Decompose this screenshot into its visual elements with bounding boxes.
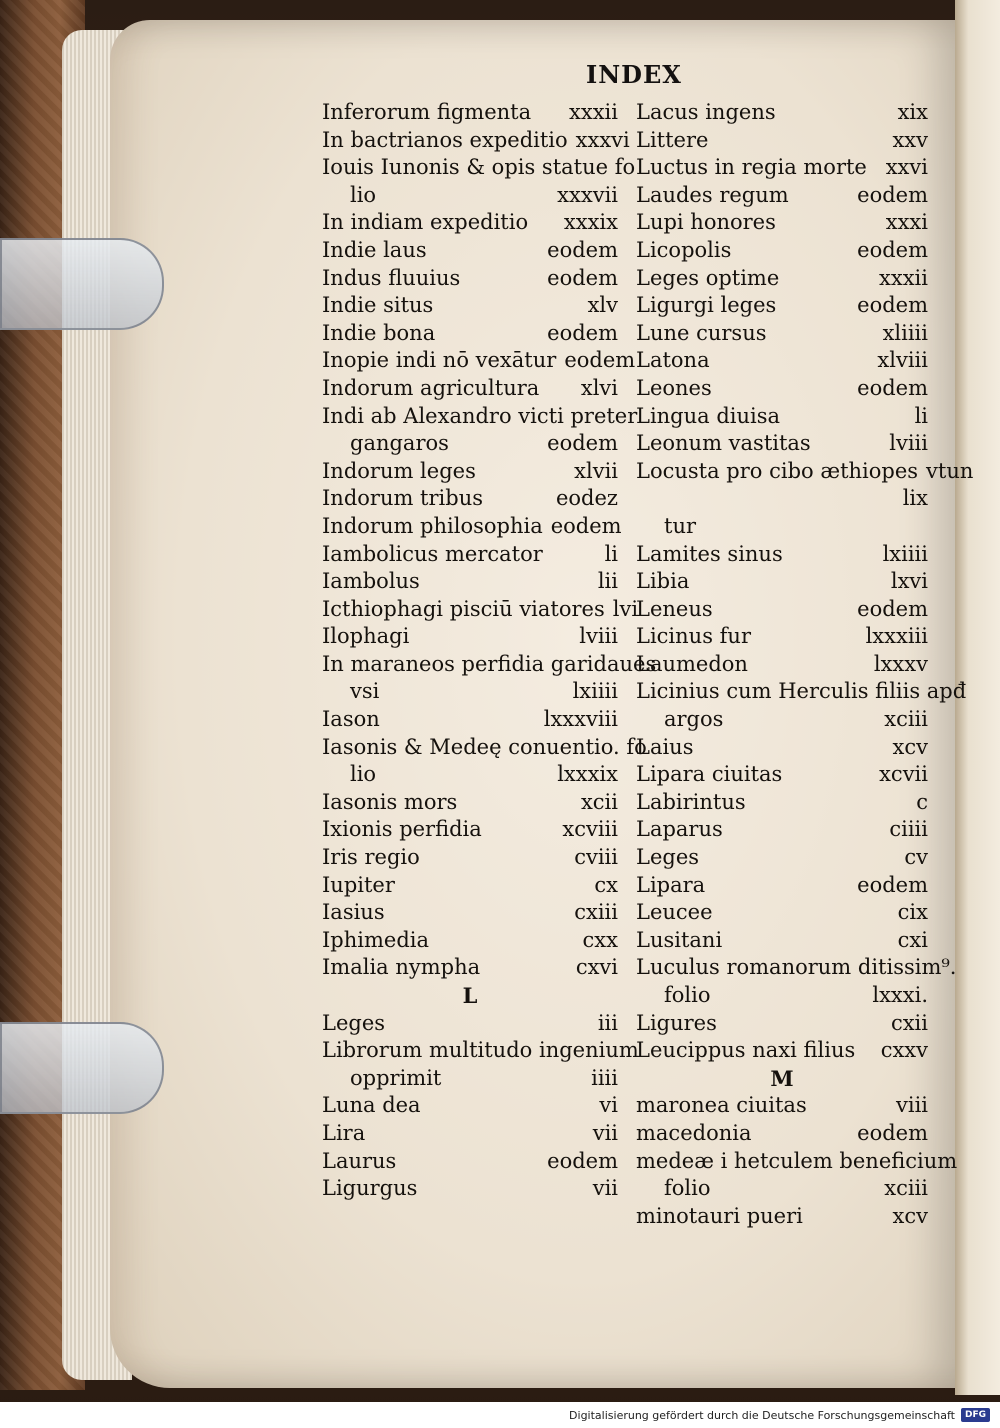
index-entry	[636, 1038, 928, 1066]
entry-term: Librorum multitudo ingenium	[322, 1038, 639, 1063]
entry-term: Littere	[636, 127, 709, 152]
index-entry	[322, 155, 636, 183]
entry-term: Iason	[322, 707, 380, 732]
entry-term: Indorum philosophia	[322, 513, 543, 538]
entry-folio-ref: vii	[592, 1120, 618, 1145]
index-entry	[322, 183, 618, 211]
entry-folio-ref: eodem	[547, 320, 618, 345]
entry-term: Luculus romanorum ditissim⁹.	[636, 955, 957, 980]
index-entry	[322, 1066, 618, 1094]
index-entry	[322, 596, 639, 625]
entry-term: L	[462, 983, 478, 1008]
entry-folio-ref: eodem	[857, 237, 928, 262]
entry-term: Laurus	[322, 1148, 397, 1173]
index-entry	[322, 928, 618, 956]
entry-folio-ref: xxv	[892, 127, 928, 152]
index-entry	[322, 486, 618, 514]
index-column-right	[636, 100, 974, 1231]
entry-term: folio	[664, 983, 711, 1007]
entry-folio-ref: eodem	[857, 1120, 928, 1145]
entry-folio-ref: ciiii	[889, 817, 928, 842]
entry-term: Lune cursus	[636, 320, 767, 345]
index-entry	[636, 321, 928, 349]
index-entry	[636, 183, 928, 211]
index-entry	[636, 458, 974, 487]
entry-folio-ref: xlvii	[574, 458, 618, 483]
index-entry	[636, 900, 928, 928]
entry-term: In bactrianos expeditio	[322, 127, 568, 152]
index-entry	[322, 293, 618, 321]
section-letter	[322, 983, 618, 1011]
index-entry	[322, 651, 657, 680]
entry-term: In indiam expeditio	[322, 210, 529, 235]
entry-term: medeæ i hetculem beneficium	[636, 1148, 958, 1173]
entry-term: Laius	[636, 734, 694, 759]
entry-term: Locusta pro cibo æthiopes	[636, 458, 919, 483]
index-entry	[636, 431, 928, 459]
index-entry	[636, 100, 928, 128]
dfg-logo-icon: DFG	[961, 1408, 990, 1422]
entry-folio-ref: xcv	[892, 734, 928, 759]
entry-term: Latona	[636, 348, 710, 373]
entry-term: gangaros	[350, 431, 449, 456]
index-entry	[636, 376, 928, 404]
entry-term: Lupi honores	[636, 210, 776, 235]
entry-folio-ref: lxiiii	[572, 679, 618, 704]
entry-term: macedonia	[636, 1120, 752, 1145]
entry-term: Ilophagi	[322, 624, 410, 649]
index-entry	[636, 128, 928, 156]
entry-term: Iris regio	[322, 845, 420, 870]
entry-term: tur	[664, 513, 697, 538]
index-entry	[636, 1204, 928, 1232]
entry-folio-ref: eodem	[547, 431, 618, 456]
entry-term: Leucippus naxi filius	[636, 1038, 856, 1063]
index-entry	[322, 266, 618, 294]
entry-term: Indie laus	[322, 237, 427, 262]
entry-term: Ixionis perfidia	[322, 817, 482, 842]
entry-term: maronea ciuitas	[636, 1093, 807, 1118]
entry-term: Iasonis & Medeę conuentio. fo	[322, 734, 647, 759]
entry-folio-ref: xxxii	[879, 265, 928, 290]
entry-term: Leges optime	[636, 265, 780, 290]
entry-folio-ref: li	[914, 403, 928, 428]
entry-folio-ref: iii	[597, 1010, 618, 1035]
entry-term: Laudes regum	[636, 182, 789, 207]
index-entry	[322, 817, 618, 845]
entry-folio-ref: cxvi	[575, 955, 618, 980]
index-entry	[636, 955, 957, 983]
entry-folio-ref: lviii	[579, 624, 618, 649]
entry-folio-ref: xcviii	[562, 817, 618, 842]
section-letter	[636, 1066, 928, 1094]
entry-folio-ref: xlv	[587, 293, 618, 318]
index-entry	[322, 762, 618, 790]
book-clip-bottom	[0, 1022, 164, 1114]
entry-term: folio	[664, 1176, 711, 1201]
entry-term: Licinus fur	[636, 624, 751, 649]
entry-folio-ref: c	[916, 789, 928, 814]
entry-folio-ref: lxxxviii	[543, 707, 618, 732]
entry-folio-ref: xcvii	[879, 762, 928, 787]
index-entry	[322, 127, 630, 156]
entry-term: Licopolis	[636, 237, 732, 262]
index-entry	[322, 734, 647, 763]
index-entry	[636, 679, 967, 707]
entry-term: Iphimedia	[322, 927, 429, 952]
index-entry	[636, 1093, 928, 1121]
entry-term: Leges	[636, 845, 700, 870]
index-entry	[636, 210, 928, 238]
index-entry	[322, 321, 618, 349]
entry-folio-ref: lxiiii	[882, 541, 928, 566]
entry-term: argos	[664, 707, 724, 732]
index-entry	[636, 597, 928, 625]
index-entry	[322, 707, 618, 735]
index-entry	[636, 1011, 928, 1039]
entry-folio-ref: lix	[902, 486, 928, 511]
entry-folio-ref: iiii	[591, 1065, 618, 1090]
entry-folio-ref: lxxxix	[557, 762, 618, 787]
index-entry	[636, 293, 928, 321]
entry-folio-ref: lxvi	[890, 569, 928, 594]
book-clip-top	[0, 238, 164, 330]
entry-folio-ref: cx	[594, 872, 618, 897]
index-entry	[636, 348, 928, 376]
entry-term: Iouis Iunonis & opis statue fo	[322, 155, 636, 180]
index-entry	[636, 845, 928, 873]
index-entry	[636, 873, 928, 901]
index-entry	[636, 569, 928, 597]
entry-term: Indi ab Alexandro victi preter	[322, 403, 638, 428]
entry-term: Leges	[322, 1010, 386, 1035]
entry-folio-ref: eodem	[857, 872, 928, 897]
index-entry	[322, 403, 638, 432]
entry-folio-ref: cxiii	[574, 900, 618, 925]
entry-term: Inopie indi nō vexātur	[322, 348, 557, 373]
entry-term: Indie bona	[322, 320, 436, 345]
index-entry	[636, 762, 928, 790]
entry-term: Imalia nympha	[322, 955, 481, 980]
entry-folio-ref: lviii	[889, 431, 928, 456]
index-entry	[322, 348, 636, 376]
entry-folio-ref: xlviii	[877, 348, 928, 373]
entry-folio-ref: xxvi	[885, 155, 928, 180]
index-entry	[322, 900, 618, 928]
index-entry	[636, 486, 928, 514]
index-entry	[322, 679, 618, 707]
entry-folio-ref: eodem	[857, 375, 928, 400]
entry-term: Laparus	[636, 817, 723, 842]
entry-folio-ref: lvi	[612, 596, 639, 621]
index-entry	[636, 817, 928, 845]
entry-term: Libia	[636, 569, 690, 594]
entry-folio-ref: eodem	[857, 596, 928, 621]
entry-term: Lira	[322, 1120, 366, 1145]
entry-term: lio	[350, 182, 377, 207]
index-entry	[636, 707, 928, 735]
index-entry	[322, 100, 618, 128]
index-entry	[322, 1121, 618, 1149]
index-entry	[636, 1148, 958, 1177]
entry-term: Lingua diuisa	[636, 403, 781, 428]
entry-term: Lacus ingens	[636, 100, 776, 124]
entry-term: Ligurgi leges	[636, 293, 777, 318]
index-entry	[322, 459, 618, 487]
entry-term: Lipara	[636, 872, 706, 897]
entry-term: Licinius cum Herculis filiis apđ	[636, 679, 967, 704]
entry-folio-ref: cix	[897, 900, 928, 925]
index-entry	[636, 652, 928, 680]
entry-term: Iupiter	[322, 872, 395, 897]
entry-term: Leonum vastitas	[636, 431, 811, 456]
entry-term: Indorum agricultura	[322, 375, 540, 400]
index-entry	[636, 624, 928, 652]
index-entry	[636, 1121, 928, 1149]
entry-term: Lusitani	[636, 927, 723, 952]
entry-folio-ref: xcv	[892, 1203, 928, 1228]
entry-folio-ref: lxxxi.	[872, 983, 928, 1007]
index-entry	[322, 569, 618, 597]
entry-folio-ref: xxxi	[885, 210, 928, 235]
entry-folio-ref: eodez	[555, 486, 618, 511]
entry-folio-ref: vtun	[926, 458, 974, 483]
entry-folio-ref: cxx	[582, 927, 618, 952]
entry-term: Luna dea	[322, 1093, 421, 1118]
index-entry	[636, 542, 928, 570]
entry-term: Ligurgus	[322, 1176, 418, 1201]
entry-term: Iambolus	[322, 569, 420, 594]
index-entry	[322, 790, 618, 818]
entry-term: Leucee	[636, 900, 713, 925]
index-entry	[636, 735, 928, 763]
index-entry	[322, 1011, 618, 1039]
index-entry	[322, 376, 618, 404]
index-entry	[636, 790, 928, 818]
index-entry	[636, 1176, 928, 1204]
entry-term: Lipara ciuitas	[636, 762, 783, 787]
entry-term: Ligures	[636, 1010, 717, 1035]
entry-folio-ref: xix	[897, 100, 928, 124]
footer-bar	[0, 1402, 1000, 1428]
entry-term: Luctus in regia morte	[636, 155, 867, 180]
entry-term: Labirintus	[636, 789, 746, 814]
entry-term: opprimit	[350, 1065, 442, 1090]
entry-folio-ref: lii	[597, 569, 618, 594]
entry-term: Indorum leges	[322, 458, 476, 483]
entry-folio-ref: cxi	[897, 927, 928, 952]
entry-term: minotauri pueri	[636, 1203, 803, 1228]
entry-term: Iambolicus mercator	[322, 541, 543, 566]
entry-folio-ref: eodem	[547, 265, 618, 290]
entry-folio-ref: xciii	[884, 707, 928, 732]
index-entry	[322, 1176, 618, 1204]
entry-folio-ref: vii	[592, 1176, 618, 1201]
index-entry	[322, 1038, 639, 1066]
entry-folio-ref: eodem	[547, 237, 618, 262]
entry-folio-ref: lxxxv	[873, 651, 928, 676]
entry-folio-ref: viii	[895, 1093, 928, 1118]
index-entry	[322, 1149, 618, 1177]
index-entry	[322, 542, 618, 570]
index-entry	[322, 845, 618, 873]
entry-folio-ref: vi	[599, 1093, 618, 1118]
index-entry	[636, 514, 928, 542]
entry-folio-ref: cxii	[890, 1010, 928, 1035]
entry-term: Iasonis mors	[322, 789, 458, 814]
entry-term: Iasius	[322, 900, 385, 925]
index-entry	[636, 155, 928, 183]
entry-term: vsi	[350, 679, 380, 704]
entry-folio-ref: xxxvi	[575, 127, 630, 152]
index-entry	[322, 1093, 618, 1121]
index-entry	[322, 210, 618, 238]
entry-folio-ref: xcii	[580, 789, 618, 814]
entry-term: Indie situs	[322, 293, 434, 318]
index-entry	[636, 928, 928, 956]
entry-folio-ref: xliiii	[882, 320, 928, 345]
entry-folio-ref: xxxix	[563, 210, 618, 235]
index-entry	[322, 513, 622, 542]
index-entry	[636, 983, 928, 1011]
entry-term: Icthiophagi pisciū viatores	[322, 596, 605, 621]
index-entry	[322, 431, 618, 459]
index-entry	[636, 266, 928, 294]
entry-folio-ref: eodem	[550, 513, 622, 538]
entry-folio-ref: eodem	[547, 1148, 618, 1173]
entry-term: Leneus	[636, 596, 713, 621]
entry-folio-ref: xlvi	[580, 375, 618, 400]
entry-term: Indus fluuius	[322, 265, 461, 290]
entry-term: lio	[350, 762, 377, 787]
index-entry	[322, 624, 618, 652]
entry-term: Inferorum figmenta	[322, 100, 532, 124]
index-entry	[322, 238, 618, 266]
entry-folio-ref: eodem	[857, 182, 928, 207]
index-entry	[636, 238, 928, 266]
entry-folio-ref: xxxvii	[557, 182, 618, 207]
entry-term: M	[770, 1065, 794, 1091]
footer-credit: Digitalisierung gefördert durch die Deutsche Forschungsgemeinschaft	[569, 1408, 955, 1422]
entry-folio-ref: cviii	[574, 845, 618, 870]
entry-term: Lamites sinus	[636, 541, 783, 566]
entry-term: Laumedon	[636, 651, 748, 676]
entry-folio-ref: lxxxiii	[865, 624, 928, 649]
index-entry	[322, 955, 618, 983]
index-entry	[636, 404, 928, 432]
entry-folio-ref: cxxv	[880, 1038, 928, 1063]
entry-folio-ref: li	[604, 541, 618, 566]
entry-folio-ref: cv	[904, 845, 928, 870]
index-column-left	[322, 100, 657, 1204]
entry-term: Indorum tribus	[322, 486, 483, 511]
entry-folio-ref: eodem	[564, 348, 636, 373]
entry-folio-ref: xciii	[884, 1176, 928, 1201]
entry-folio-ref: xxxii	[569, 100, 618, 124]
entry-term: Leones	[636, 375, 712, 400]
page-header: INDEX	[586, 60, 682, 89]
index-entry	[322, 873, 618, 901]
entry-term: In maraneos perfidia garidaues	[322, 651, 657, 676]
entry-folio-ref: eodem	[857, 293, 928, 318]
